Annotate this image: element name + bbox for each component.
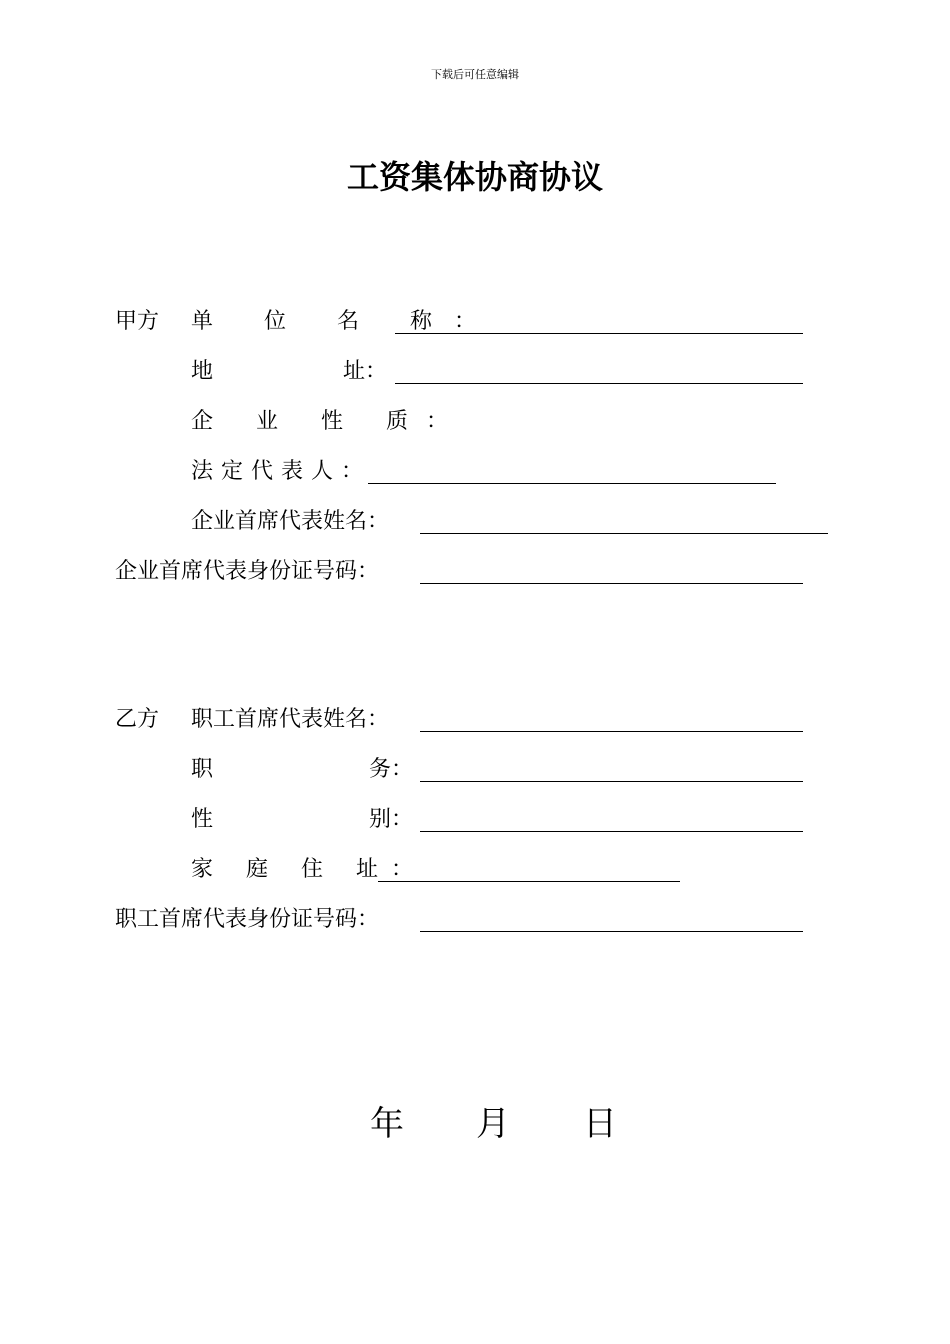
enterprise-chief-rep-id-field[interactable] bbox=[420, 583, 803, 584]
day-label: 日 bbox=[583, 1104, 617, 1144]
enterprise-chief-rep-name-label: 企业首席代表姓名： bbox=[191, 509, 390, 534]
position-label-char1: 职 bbox=[191, 757, 214, 782]
page-title: 工资集体协商协议 bbox=[346, 158, 603, 196]
home-address-label: 家 庭 住 址： bbox=[191, 857, 426, 882]
address-label-char1: 地 bbox=[191, 359, 214, 384]
position-label-char2: 务： bbox=[369, 757, 414, 782]
enterprise-chief-rep-name-field[interactable] bbox=[420, 533, 828, 534]
worker-chief-rep-id-label: 职工首席代表身份证号码： bbox=[115, 907, 380, 932]
address-field[interactable] bbox=[395, 383, 803, 384]
legal-representative-label: 法定代表人： bbox=[191, 459, 372, 484]
worker-chief-rep-id-field[interactable] bbox=[420, 931, 803, 932]
position-field[interactable] bbox=[420, 781, 803, 782]
worker-chief-rep-name-label: 职工首席代表姓名： bbox=[191, 707, 390, 732]
home-address-field[interactable] bbox=[378, 881, 680, 882]
gender-label-char1: 性 bbox=[191, 807, 214, 832]
month-label: 月 bbox=[476, 1104, 510, 1144]
gender-label-char2: 别： bbox=[369, 807, 414, 832]
enterprise-nature-label: 企 业 性 质： bbox=[191, 409, 466, 434]
unit-name-label: 单 位 名 称： bbox=[191, 309, 498, 334]
header-note: 下载后可任意编辑 bbox=[431, 68, 519, 81]
worker-chief-rep-name-field[interactable] bbox=[420, 731, 803, 732]
party-b-label: 乙方 bbox=[115, 707, 160, 732]
address-label-char2: 址： bbox=[343, 359, 388, 384]
unit-name-field[interactable] bbox=[395, 333, 803, 334]
party-a-label: 甲方 bbox=[115, 309, 160, 334]
enterprise-chief-rep-id-label: 企业首席代表身份证号码： bbox=[115, 559, 380, 584]
year-label: 年 bbox=[370, 1104, 404, 1144]
legal-representative-field[interactable] bbox=[368, 483, 776, 484]
gender-field[interactable] bbox=[420, 831, 803, 832]
